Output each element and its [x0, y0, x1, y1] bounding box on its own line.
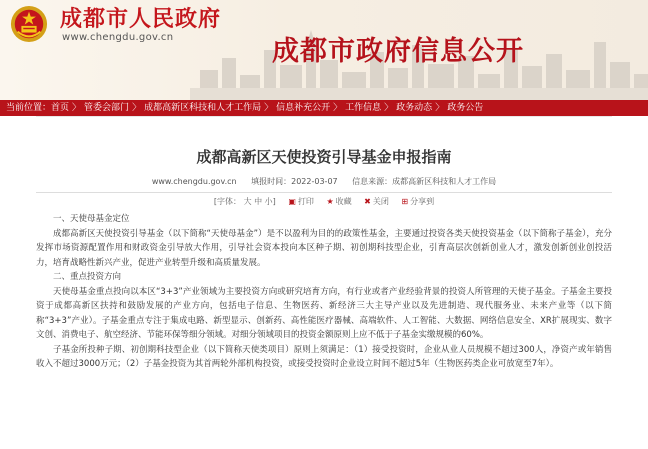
article-title: 成都高新区天使投资引导基金申报指南 [196, 148, 452, 166]
breadcrumb-item-supplementary[interactable]: 信息补充公开 [276, 103, 331, 113]
star-icon: ★ [326, 197, 334, 206]
paragraph: 成都高新区天使投资引导基金（以下简称“天使母基金”）是不以盈利为目的的政策性基金，主要通过投资各类天使投资基金（以下简称子基金），充分发挥市场资源配置作用和财政资金引导放大作用，引导社会资本投向本区种子期、初创期科技型企业，引育高层次创新创业人才，激发创新创业创投活力，培育战略性新兴产业，促进产业转型升级和高质量发展。 [36, 228, 612, 268]
article-tools [0, 196, 648, 208]
breadcrumb-item-gov-news[interactable]: 政务动态 [396, 103, 433, 113]
font-medium-button[interactable]: 中 [254, 197, 263, 206]
breadcrumb-item-work-info[interactable]: 工作信息 [345, 103, 382, 113]
breadcrumb-item-departments[interactable]: 管委会部门 [84, 103, 130, 113]
print-label: 打印 [297, 197, 314, 206]
breadcrumb-separator: 〉 [384, 103, 394, 113]
font-large-button[interactable]: 大 [243, 197, 252, 206]
article-body [36, 212, 612, 372]
print-button[interactable] [288, 196, 314, 208]
favorite-button[interactable] [326, 196, 351, 208]
section-heading: 二、重点投资方向 [53, 272, 122, 282]
printer-icon: ▣ [288, 197, 296, 206]
paragraph: 天使母基金重点投向以本区“3+3”产业领域为主要投资方向或研究培育方向，有行业或者产业经验背景的投资人所管理的天使子基金。子基金主要投资于成都高新区扶持和鼓励发展的产业方向，包括电子信息、生物医药、新经济三大主导产业以及先进制造、现代服务业、未来产业等（以下简称“3+3”产业）。子基金重点专注于集成电路、新型显示、创新药、高性能医疗器械、高端软件、人工智能、大数据、网络信息安全、XR扩展现实、数字文创、消费电子、航空经济、节能环保等细分领域。对细分领域项目的投资金额原则上应不低于子基金实缴规模的60%。 [36, 286, 612, 340]
meta-divider [36, 192, 612, 193]
share-icon: ⊞ [401, 197, 409, 206]
close-label: 关闭 [372, 197, 389, 206]
meta-source-label: 信息来源： [352, 177, 393, 186]
breadcrumb-separator: 〉 [435, 103, 445, 113]
article-meta [0, 176, 648, 188]
font-size-label: [字体： [213, 197, 242, 206]
meta-source [352, 177, 496, 186]
breadcrumb-item-bureau[interactable]: 成都高新区科技和人才工作局 [144, 103, 262, 113]
meta-date-label: 填报时间： [251, 177, 292, 186]
meta-date-value: 2022-03-07 [291, 177, 338, 186]
close-button[interactable] [364, 196, 389, 208]
paragraph: 子基金所投种子期、初创期科技型企业（以下简称天使类项目）原则上须满足：（1）接受投资时，企业从业人员规模不超过300人，净资产或年销售收入不超过3000万元；（2）子基金投资为其首两轮外部机构投资，或接受投资时企业设立时间不超过5年（生物医药类企业可放宽至7年）。 [36, 344, 612, 369]
top-divider [36, 116, 612, 117]
close-icon: ✖ [364, 197, 371, 206]
section-heading: 一、天使母基金定位 [53, 214, 130, 224]
article-container [0, 116, 648, 449]
meta-date [251, 177, 338, 186]
share-button[interactable] [401, 196, 434, 208]
breadcrumb [0, 100, 648, 116]
font-small-button[interactable]: 小 [264, 197, 273, 206]
favorite-label: 收藏 [335, 197, 352, 206]
share-label: 分享到 [410, 197, 435, 206]
breadcrumb-label: 当前位置： [6, 103, 52, 113]
breadcrumb-separator: 〉 [333, 103, 343, 113]
breadcrumb-separator: 〉 [132, 103, 142, 113]
font-size-control [214, 196, 276, 208]
national-emblem-icon [10, 5, 48, 43]
font-size-close-bracket: ] [272, 197, 276, 206]
meta-source-value: 成都高新区科技和人才工作局 [392, 177, 497, 186]
breadcrumb-item-gov-notice[interactable]: 政务公告 [447, 103, 484, 113]
site-header [0, 0, 648, 100]
breadcrumb-item-home[interactable]: 首页 [51, 103, 70, 113]
breadcrumb-separator: 〉 [264, 103, 274, 113]
site-title[interactable]: 成都市人民政府 [60, 6, 222, 32]
banner-title: 成都市政府信息公开 [272, 36, 524, 67]
site-url: www.chengdu.gov.cn [62, 32, 174, 43]
meta-site: www.chengdu.gov.cn [151, 177, 237, 186]
breadcrumb-separator: 〉 [72, 103, 82, 113]
